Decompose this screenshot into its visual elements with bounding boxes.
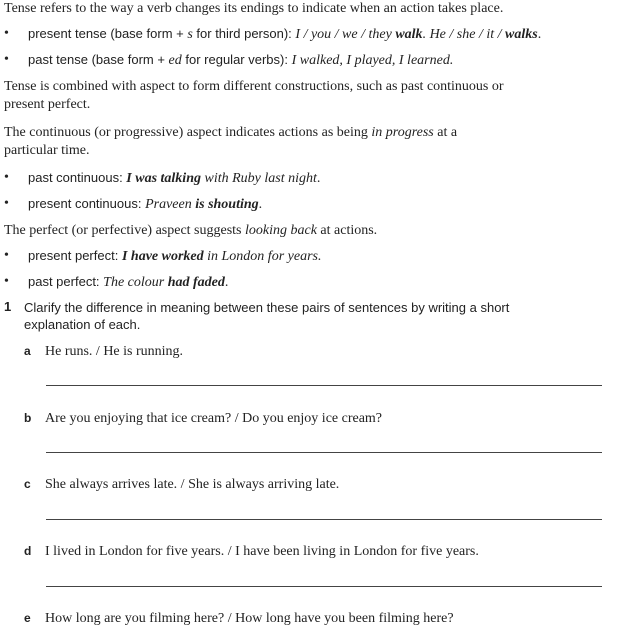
label: for third person): [192,26,296,41]
text: particular time. [4,143,90,158]
item-label: a [24,344,31,358]
label: present tense (base form + [28,26,188,41]
bullet-icon: • [4,196,9,211]
bullet-present-continuous [28,195,262,213]
item-label: e [24,611,31,625]
bullet-past-tense [28,51,453,69]
text: at a [433,125,458,140]
answer-line-c[interactable] [46,519,602,520]
example: . He / she / it / [422,27,505,42]
bullet-icon: • [4,26,9,41]
bullet-icon: • [4,248,9,263]
label: past continuous: [28,170,127,185]
label: past perfect: [28,274,104,289]
bullet-present-perfect [28,247,321,265]
suffix: s [187,27,193,42]
item-text: I lived in London for five years. / I have been living in London for five years. [45,544,479,559]
example-bold: I was talking [126,171,201,186]
bullet-icon: • [4,274,9,289]
emphasis: in progress [371,125,434,140]
bullet-past-perfect [28,273,228,291]
punct: . [537,27,542,42]
label: past tense (base form + [28,52,169,67]
paragraph-aspect-line1 [4,78,504,95]
item-text: She always arrives late. / She is always arriving late. [45,477,340,492]
example-bold: walks [505,27,538,42]
bullet-icon: • [4,170,9,185]
paragraph-aspect-line2 [4,96,90,113]
punct: . [258,197,263,212]
example: The colour [103,275,168,290]
intro-text: Tense refers to the way a verb changes its endings to indicate when an action takes place. [4,1,504,16]
label: for regular verbs): [181,52,292,67]
example-bold: I have worked [121,249,204,264]
paragraph-continuous-line1 [4,124,457,141]
text: The continuous (or progressive) aspect indicates actions as being [4,125,372,140]
example: I / you / we / they [295,27,396,42]
punct: . [224,275,229,290]
suffix: ed [168,53,182,68]
label: present continuous: [28,196,146,211]
example-bold: had faded [167,275,225,290]
answer-line-b[interactable] [46,452,602,453]
item-text: He runs. / He is running. [45,344,184,359]
example: I walked, I played, I learned. [291,53,454,68]
item-text: How long are you filming here? / How long have you been filming here? [45,611,454,626]
example: Praveen [145,197,196,212]
text: The perfect (or perfective) aspect suggests [4,223,245,238]
exercise-instruction-line1: Clarify the difference in meaning between these pairs of sentences by writing a short [24,300,510,315]
answer-line-a[interactable] [46,385,602,386]
item-text: Are you enjoying that ice cream? / Do you enjoy ice cream? [45,411,383,426]
text: Tense is combined with aspect to form different constructions, such as past continuous or [4,79,504,94]
item-label: c [24,477,31,491]
bullet-present-tense [28,25,541,43]
example: with Ruby last night [201,171,317,186]
text: at actions. [316,223,378,238]
label: present perfect: [28,248,122,263]
item-label: d [24,544,32,558]
example: in London for years. [203,249,322,264]
paragraph-continuous-line2 [4,142,90,159]
exercise-instruction-line2: explanation of each. [24,317,141,332]
punct: . [316,171,321,186]
emphasis: looking back [245,223,317,238]
example-bold: is shouting [195,197,259,212]
example-bold: walk [395,27,423,42]
paragraph-perfect [4,222,377,239]
item-label: b [24,411,32,425]
bullet-icon: • [4,52,9,67]
exercise-number: 1 [4,299,12,314]
intro-paragraph-tense [4,0,503,17]
answer-line-d[interactable] [46,586,602,587]
bullet-past-continuous [28,169,320,187]
text: present perfect. [4,97,91,112]
